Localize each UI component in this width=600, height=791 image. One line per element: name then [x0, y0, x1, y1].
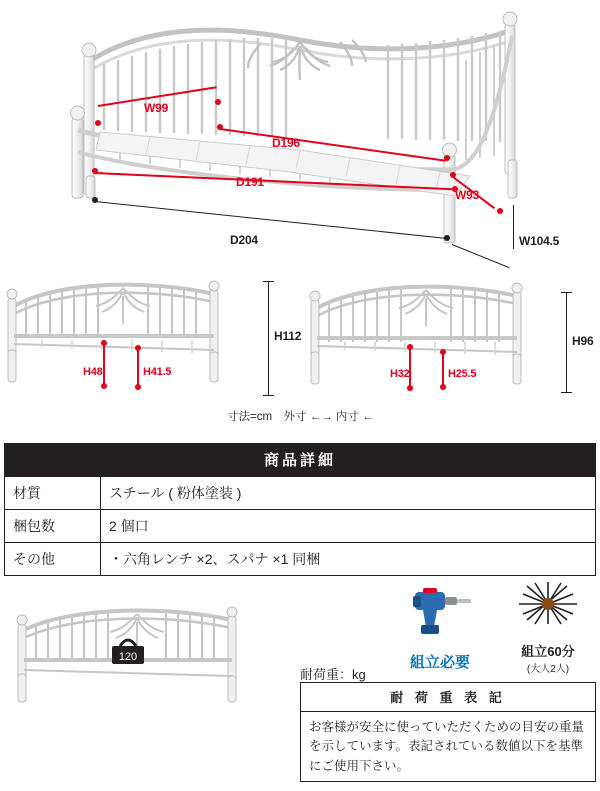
dim-point [95, 120, 101, 126]
dim-label-h112: H112 [274, 329, 302, 343]
dim-point [440, 384, 446, 390]
detail-row-key: その他 [5, 543, 101, 576]
dim-point [497, 208, 503, 214]
assembly-time-caption: 組立60分 [521, 644, 575, 659]
sun-burst-icon [515, 580, 581, 636]
dim-line-h96 [566, 292, 567, 392]
dim-point [407, 344, 413, 350]
assembly-required-block [390, 580, 490, 672]
detail-row-key: 梱包数 [5, 510, 101, 543]
product-detail-table [4, 443, 596, 576]
load-info-body: お客様が安全に使っていただくための目安の重量を示しています。表記されている数値以下を基準にご使用下さい。 [309, 720, 585, 773]
dim-label-h255: H25.5 [448, 368, 477, 380]
dim-point [215, 99, 221, 105]
detail-row-value: ・六角レンチ ×2、スパナ ×1 同梱 [101, 543, 596, 576]
bed-side-view-left-illustration [2, 272, 264, 402]
load-weight-label: 耐荷重：kg [300, 667, 366, 682]
svg-text:120: 120 [118, 651, 138, 663]
dim-point [440, 349, 446, 355]
detail-table-title: 商品詳細 [5, 444, 596, 477]
dim-label-w99: W99 [144, 101, 169, 115]
dim-arrow-h112-top [263, 281, 274, 282]
bed-load-illustration [8, 600, 288, 710]
dim-label-h48: H48 [83, 366, 103, 378]
bed-perspective-illustration [0, 0, 600, 270]
detail-row-value: 2 個口 [101, 510, 596, 543]
load-info-header: 耐 荷 重 表 記 [301, 683, 595, 712]
dim-label-h96: H96 [572, 334, 594, 348]
dim-line-h255 [442, 352, 444, 386]
dim-arrow-h112-bottom [263, 395, 274, 396]
dim-point [407, 385, 413, 391]
dim-point [101, 340, 107, 346]
dim-point [135, 345, 141, 351]
dim-label-w1045: W104.5 [519, 234, 560, 248]
assembly-time-sub: (大人2人) [526, 664, 570, 675]
dim-label-d191: D191 [236, 175, 264, 189]
dim-point [101, 383, 107, 389]
dim-label-h415: H41.5 [143, 366, 172, 378]
dim-label-d196: D196 [272, 136, 300, 150]
assembly-time-block [500, 580, 596, 675]
dim-label-h32: H32 [390, 368, 410, 380]
dim-arrow-h96-top [561, 292, 572, 293]
table-row [5, 543, 596, 576]
dim-label-d204: D204 [230, 233, 258, 247]
detail-row-value: スチール ( 粉体塗装 ) [101, 477, 596, 510]
dim-line-h112 [268, 281, 269, 395]
table-row [5, 477, 596, 510]
bed-side-view-right-illustration [305, 276, 567, 406]
dim-line-w1045 [513, 205, 514, 249]
drill-icon [403, 580, 477, 644]
dim-line-h48 [103, 343, 105, 385]
dim-point [135, 384, 141, 390]
dim-arrow-h96-bottom [561, 392, 572, 393]
dim-line-h32 [409, 347, 411, 387]
table-row [5, 510, 596, 543]
weight-block-icon [112, 640, 144, 664]
detail-row-key: 材質 [5, 477, 101, 510]
load-info-box [300, 682, 596, 782]
dimension-unit-note: 寸法=cm 外寸 ←→ 内寸 ← [227, 411, 374, 423]
dim-line-h415 [137, 348, 139, 386]
dim-label-w93: W93 [455, 188, 480, 202]
assembly-caption: 組立必要 [409, 654, 470, 671]
